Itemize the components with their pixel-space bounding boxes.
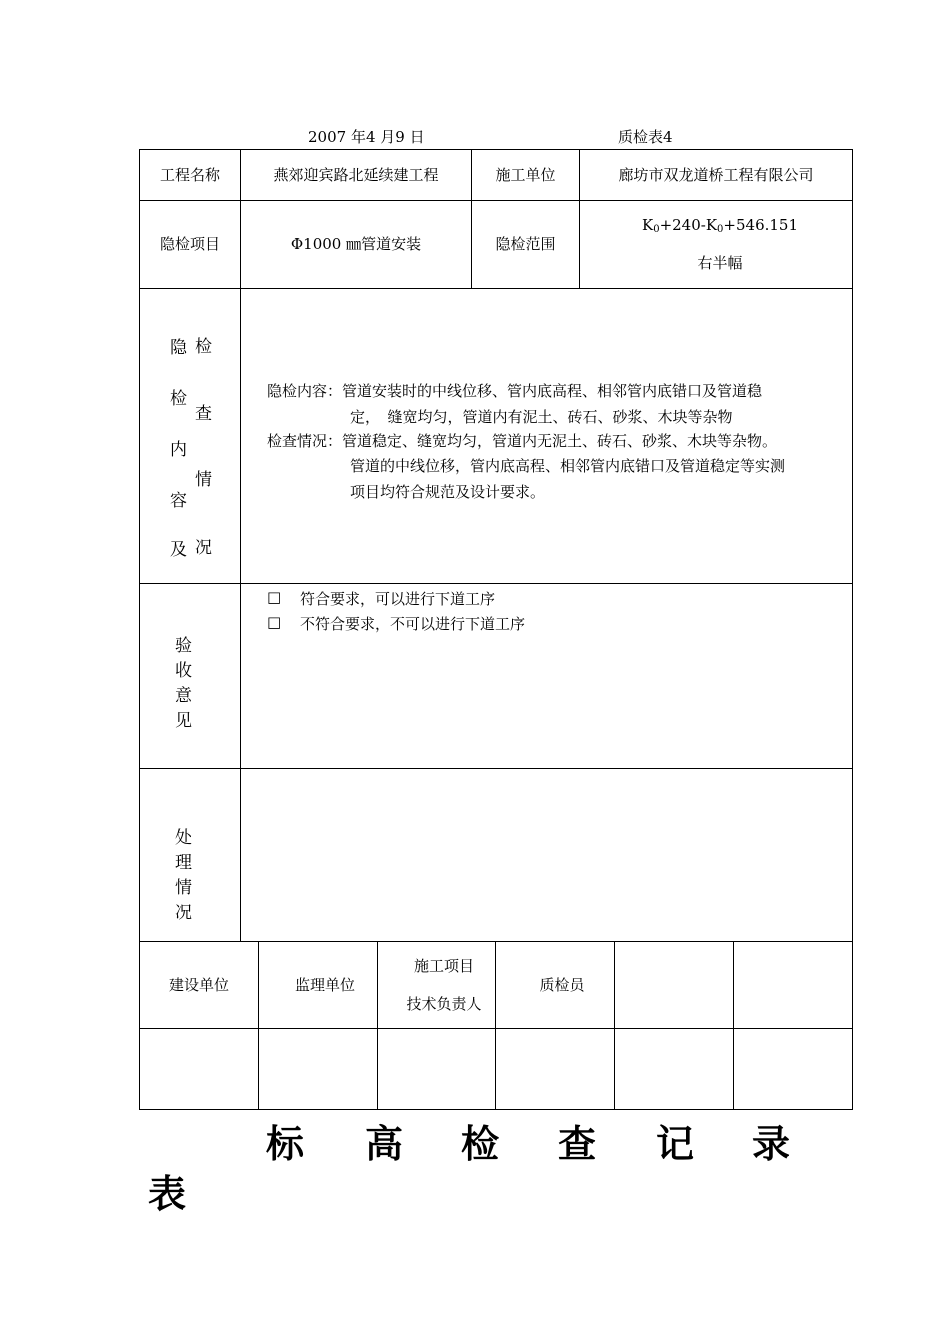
option-pass-checkbox[interactable]: □: [267, 588, 282, 606]
content-line: 管道的中线位移，管内底高程、相邻管内底错口及管道稳定等实测: [350, 457, 786, 475]
content-line: 项目均符合规范及设计要求。: [350, 483, 546, 501]
inspection-item: Φ1000 ㎜管道安装: [290, 235, 422, 253]
label-inspector: 质检员: [539, 976, 585, 994]
content-line: 检查情况：管道稳定、缝宽均匀，管道内无泥土、砖石、砂浆、木块等杂物。: [267, 432, 778, 450]
project-name: 燕郊迎宾路北延续建工程: [273, 166, 439, 184]
label-supervision-unit: 监理单位: [294, 976, 355, 994]
form-date: 2007 年4 月9 日: [308, 128, 425, 146]
label-inspection-range: 隐检范围: [495, 235, 556, 253]
option-fail-label: 不符合要求，不可以进行下道工序: [300, 615, 526, 633]
option-pass-label: 符合要求，可以进行下道工序: [300, 590, 496, 608]
inspection-range-chainage: $K_0+240-K_0+546.151$: [641, 216, 799, 235]
content-line: 隐检内容：管道安装时的中线位移、管内底高程、相邻管内底错口及管道稳: [267, 382, 763, 400]
contractor-name: 廊坊市双龙道桥工程有限公司: [618, 166, 814, 184]
inspection-range-side: 右半幅: [697, 254, 743, 272]
label-construction-unit: 建设单位: [168, 976, 229, 994]
label-tech-lead-line1: 施工项目: [413, 957, 474, 975]
option-fail-checkbox[interactable]: □: [267, 613, 282, 631]
content-line: 定， 缝宽均匀，管道内有泥土、砖石、砂浆、木块等杂物: [350, 408, 733, 426]
label-project-name: 工程名称: [159, 166, 220, 184]
label-inspection-item: 隐检项目: [159, 235, 220, 253]
label-contractor: 施工单位: [495, 166, 556, 184]
label-tech-lead-line2: 技术负责人: [406, 995, 482, 1013]
form-number: 质检表4: [618, 128, 673, 146]
